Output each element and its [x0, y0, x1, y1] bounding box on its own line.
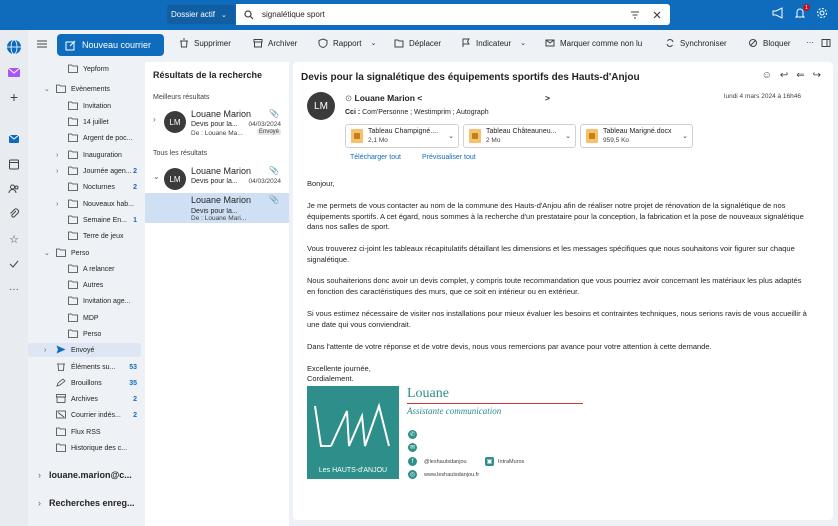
signature-logo — [307, 386, 399, 479]
app-rail — [0, 30, 28, 526]
social-handle[interactable]: @leshautsdanjou — [424, 459, 467, 465]
document-file-icon — [586, 129, 598, 143]
email-subject: Devis pour la signalétique des équipements sportifs des Hauts-d'Anjou — [301, 72, 640, 83]
lha-logo-graphic — [307, 386, 399, 456]
shield-icon — [318, 38, 328, 48]
unread-count: 35 — [129, 379, 137, 387]
attachment-icon: 📎 — [269, 109, 279, 118]
message-subject: Devis pour la... — [191, 178, 238, 185]
folder-icon — [56, 84, 66, 95]
delete-button[interactable] — [179, 38, 231, 48]
folder-icon — [68, 199, 78, 210]
chevron-down-icon[interactable]: ⌄ — [44, 250, 50, 257]
reply-all-icon[interactable]: ⇐ — [796, 70, 805, 81]
mail-icon — [8, 133, 20, 145]
folder-name: Autres — [83, 281, 104, 289]
search-input[interactable]: signalétique sport — [262, 10, 325, 19]
folder-item[interactable] — [28, 164, 141, 178]
block-label: Bloquer — [763, 38, 791, 48]
attachment-card[interactable] — [580, 124, 693, 148]
folder-item[interactable] — [28, 294, 141, 308]
folder-item[interactable] — [28, 327, 141, 341]
search-scope-label: Dossier actif — [171, 10, 216, 19]
search-box[interactable] — [236, 4, 670, 25]
rail-home[interactable] — [5, 38, 23, 56]
account-louane[interactable] — [38, 470, 132, 480]
folder-item[interactable] — [28, 343, 141, 357]
body-paragraph: Si vous estimez nécessaire de visiter nos installations pour mieux évaluer les besoins et contraintes techniques, nous serions ravis de vous accueillir à une date qui vous conviendrait. — [307, 309, 807, 329]
chevron-down-icon[interactable]: ⌄ — [153, 172, 160, 181]
message-date: 04/03/2024 — [248, 178, 281, 185]
chevron-down-icon[interactable]: ⌄ — [565, 133, 571, 140]
notifications-button[interactable] — [794, 4, 808, 21]
more-icon: ··· — [806, 38, 814, 47]
folder-name: Éléments su... — [71, 363, 116, 371]
checkmark-icon — [8, 258, 20, 270]
folder-icon — [68, 296, 78, 307]
rail-more[interactable] — [5, 280, 23, 298]
body-greeting: Bonjour, — [307, 179, 335, 188]
folder-name: Envoyé — [71, 346, 95, 354]
logo-caption: Les HAUTS-d'ANJOU — [318, 467, 388, 474]
folder-item[interactable] — [28, 278, 141, 292]
list-item[interactable] — [145, 107, 289, 137]
folder-item[interactable] — [28, 197, 141, 211]
top-bar — [0, 0, 838, 30]
move-button[interactable] — [394, 38, 441, 48]
envelope-icon — [545, 38, 555, 48]
rail-add[interactable] — [5, 88, 23, 106]
message-subject: Devis pour la... — [191, 208, 238, 215]
rail-favorites[interactable] — [5, 230, 23, 248]
flag-label: Indicateur — [476, 38, 512, 48]
folder-name: A relancer — [83, 265, 115, 273]
folder-item[interactable] — [28, 376, 141, 390]
folder-name: Perso — [71, 249, 90, 257]
folder-item[interactable] — [28, 246, 141, 260]
new-mail-label: Nouveau courrier — [82, 40, 152, 50]
body-signoff: Cordialement. — [307, 374, 354, 383]
folder-name: Inauguration — [83, 151, 122, 159]
unread-count: 2 — [133, 395, 137, 403]
folder-item[interactable] — [28, 360, 141, 374]
folder-item[interactable] — [28, 131, 141, 145]
folder-name: Nocturnes — [83, 183, 115, 191]
chevron-right-icon[interactable]: › — [44, 346, 47, 354]
attachment-card[interactable] — [463, 124, 576, 148]
rail-calendar[interactable] — [5, 155, 23, 173]
list-title: Résultats de la recherche — [153, 70, 263, 80]
new-mail-button[interactable] — [57, 34, 164, 56]
flag-icon — [461, 38, 471, 48]
website-link[interactable]: www.leshautsdanjou.fr — [424, 472, 480, 478]
junk-mail-icon — [56, 410, 66, 421]
folder-icon — [68, 215, 78, 226]
attachment-name: Tableau Champigné.... — [368, 128, 439, 135]
attachment-icon: 📎 — [269, 195, 279, 204]
folder-icon — [68, 150, 78, 161]
folder-name: Historique des c... — [71, 444, 128, 452]
preview-all-link[interactable]: Prévisualiser tout — [422, 154, 476, 161]
trash-icon — [179, 38, 189, 48]
archive-icon — [253, 38, 263, 48]
unread-count: 53 — [129, 363, 137, 371]
signature-role: Assistante communication — [407, 406, 502, 416]
folder-name: Argent de poc... — [83, 134, 133, 142]
message-sender: Louane Marion — [191, 109, 252, 119]
avatar: LM — [164, 111, 186, 133]
emoji-react-icon[interactable]: ☺ — [761, 70, 772, 81]
folder-icon — [68, 133, 78, 144]
message-subject: Devis pour la... — [191, 121, 238, 128]
folder-item[interactable] — [28, 62, 141, 76]
folder-item[interactable] — [28, 425, 141, 439]
unread-count: 1 — [133, 216, 137, 224]
intramuros-label[interactable]: IntraMuros — [498, 459, 525, 465]
message-sender: Louane Marion — [191, 166, 252, 176]
folder-icon — [68, 64, 78, 75]
delete-label: Supprimer — [194, 38, 231, 48]
attachment-size: 959,5 Ko — [603, 137, 630, 144]
outlook-icon — [7, 65, 21, 79]
folder-name: MDP — [83, 314, 99, 322]
folder-icon — [68, 117, 78, 128]
folder-name: Semaine En... — [83, 216, 127, 224]
chevron-down-icon: ⌄ — [370, 40, 377, 47]
plus-icon: + — [9, 89, 19, 105]
attachment-name: Tableau Châteauneu... — [486, 128, 557, 135]
list-item-selected[interactable] — [145, 193, 289, 223]
folder-name: 14 juillet — [83, 118, 109, 126]
folder-icon — [68, 231, 78, 242]
reading-pane — [293, 62, 833, 520]
settings-gear-icon[interactable] — [816, 7, 828, 19]
folder-item[interactable] — [28, 441, 141, 455]
folder-icon — [68, 166, 78, 177]
archive-icon — [56, 394, 66, 405]
chevron-right-icon[interactable]: › — [56, 200, 59, 208]
sync-label: Synchroniser — [680, 38, 727, 48]
block-icon — [748, 38, 758, 48]
report-button[interactable] — [318, 38, 376, 48]
hamburger-menu-icon[interactable] — [36, 38, 48, 50]
list-item[interactable] — [145, 164, 289, 194]
folder-name: Flux RSS — [71, 428, 101, 436]
megaphone-icon[interactable] — [772, 7, 784, 19]
folder-icon — [56, 443, 66, 454]
forward-icon[interactable]: ↪ — [812, 70, 821, 81]
folder-pane — [28, 62, 144, 526]
chevron-down-icon: ⌄ — [520, 40, 527, 47]
folder-icon — [68, 264, 78, 275]
body-paragraph: Dans l'attente de votre réponse et de votre devis, nous vous remercions par avance pour votre attention à cette demande. — [307, 342, 712, 351]
globe-icon — [6, 39, 22, 55]
unread-count: 2 — [133, 183, 137, 191]
search-scope-dropdown[interactable] — [167, 5, 235, 24]
toggle-pane-button[interactable] — [821, 38, 831, 48]
chevron-down-icon[interactable]: ⌄ — [682, 133, 688, 140]
avatar: LM — [164, 168, 186, 190]
mark-unread-button[interactable] — [545, 38, 642, 48]
saved-searches-label: Recherches enreg... — [49, 498, 135, 508]
excel-file-icon — [469, 129, 481, 143]
folder-item[interactable] — [28, 82, 141, 96]
message-preview: De : Louane Ma... — [191, 130, 243, 137]
body-closing: Excellente journée, — [307, 364, 371, 373]
folder-name: Courrier indés... — [71, 411, 121, 419]
attachment-size: 2,1 Mo — [368, 137, 388, 144]
trash-icon — [56, 362, 66, 373]
folder-item[interactable] — [28, 311, 141, 325]
folder-icon — [68, 280, 78, 291]
folder-name: Terre de jeux — [83, 232, 124, 240]
folder-item[interactable] — [28, 408, 141, 422]
message-date: 04/03/2024 — [248, 121, 281, 128]
folder-name: Yepform — [83, 65, 109, 73]
chevron-right-icon[interactable]: › — [153, 115, 156, 124]
star-icon: ☆ — [9, 233, 19, 246]
more-actions-button[interactable] — [806, 38, 814, 47]
move-folder-icon — [394, 38, 404, 48]
folder-icon — [68, 313, 78, 324]
website-icon: ◎ — [409, 472, 416, 478]
facebook-icon[interactable]: f — [408, 457, 417, 466]
folder-icon — [68, 101, 78, 112]
bcc-label: Cci : — [345, 109, 361, 116]
sync-button[interactable] — [665, 38, 727, 48]
folder-name: Brouillons — [71, 379, 102, 387]
download-all-link[interactable]: Télécharger tout — [350, 154, 401, 161]
chevron-down-icon[interactable]: ⌄ — [448, 133, 454, 140]
more-icon: ··· — [9, 283, 19, 295]
sender-avatar: LM — [307, 92, 335, 120]
rail-people[interactable] — [5, 180, 23, 198]
signature-name: Louane — [407, 386, 449, 401]
email-date: lundi 4 mars 2024 à 16h46 — [724, 93, 801, 100]
phone-icon: ✆ — [409, 432, 416, 438]
folder-item[interactable] — [28, 99, 141, 113]
chevron-right-icon: › — [38, 498, 41, 508]
rail-files[interactable] — [5, 205, 23, 223]
best-results-heading: Meilleurs résultats — [153, 94, 210, 101]
sender-email-end: > — [545, 93, 550, 103]
unread-count: 2 — [133, 411, 137, 419]
folder-icon — [56, 248, 66, 259]
sender-line[interactable] — [345, 93, 550, 104]
folder-item[interactable] — [28, 262, 141, 276]
signature-divider — [407, 403, 583, 404]
archive-button[interactable] — [253, 38, 297, 48]
sync-icon — [665, 38, 675, 48]
attachment-card[interactable] — [345, 124, 459, 148]
archive-label: Archiver — [268, 38, 298, 48]
folder-name: Nouveaux hab... — [83, 200, 134, 208]
folder-name: Invitation age... — [83, 297, 131, 305]
chevron-right-icon[interactable]: › — [56, 167, 59, 175]
unread-count: 2 — [133, 167, 137, 175]
all-results-heading: Tous les résultats — [153, 150, 208, 157]
body-paragraph: Je me permets de vous contacter au nom de la commune des Hauts-d'Anjou afin de réaliser notre projet de rénovation de la signalétique de nos équipements sportifs. A cet égard, nous sommes à la recherche d'un prestataire pour la conception, la fabrication et la pose de nouveaux signalétique dans nos salles de sport. — [307, 201, 804, 231]
folder-name: Invitation — [83, 102, 112, 110]
intramuros-icon[interactable]: ▣ — [486, 459, 493, 465]
message-list — [145, 62, 289, 526]
reply-icon[interactable]: ↩ — [779, 70, 789, 81]
body-paragraph: Vous trouverez ci-joint les tableaux récapitulatifs détaillant les dimensions et les messages spécifiques que nous souhaitons voir figurer sur chaque signalétique. — [307, 244, 795, 264]
chevron-down-icon[interactable]: ⌄ — [44, 86, 50, 93]
sent-icon: ⊙ — [345, 93, 353, 103]
folder-tag: Envoyé — [258, 129, 279, 135]
chevron-down-icon: ⌄ — [221, 11, 227, 19]
attachment-size: 2 Mo — [486, 137, 501, 144]
compose-icon — [65, 40, 76, 51]
people-icon — [8, 183, 20, 195]
folder-name: Journée agen... — [83, 167, 132, 175]
sidebar-toggle-icon — [821, 38, 831, 48]
flag-button[interactable] — [461, 38, 526, 48]
notification-badge: 1 — [803, 4, 810, 11]
send-icon — [56, 345, 66, 356]
folder-item[interactable] — [28, 229, 141, 243]
bcc-recipients[interactable]: Com'Personne ; Westimprim ; Autograph — [362, 109, 489, 116]
calendar-icon — [8, 158, 20, 170]
email-icon: ✉ — [409, 445, 416, 451]
excel-file-icon — [351, 129, 363, 143]
message-sender: Louane Marion — [191, 195, 252, 205]
folder-item[interactable] — [28, 213, 141, 227]
attachment-icon: 📎 — [269, 166, 279, 175]
filter-icon[interactable] — [630, 10, 640, 20]
folder-name: Perso — [83, 330, 102, 338]
rail-mail[interactable] — [5, 130, 23, 148]
bcc-line — [345, 109, 489, 116]
folder-item[interactable] — [28, 115, 141, 129]
block-button[interactable] — [748, 38, 791, 48]
report-label: Rapport — [333, 38, 362, 48]
folder-item[interactable] — [28, 180, 141, 194]
folder-name: Evènements — [71, 85, 110, 93]
chevron-right-icon[interactable]: › — [56, 151, 59, 159]
pencil-icon — [56, 378, 66, 389]
folder-item[interactable] — [28, 392, 141, 406]
rail-outlook[interactable] — [5, 63, 23, 81]
sender-name: Louane Marion < — [354, 93, 423, 103]
saved-searches[interactable] — [38, 498, 135, 508]
clear-search-icon[interactable] — [652, 10, 662, 20]
move-label: Déplacer — [409, 38, 442, 48]
folder-icon — [68, 329, 78, 340]
mark-unread-label: Marquer comme non lu — [560, 38, 643, 48]
folder-icon — [56, 427, 66, 438]
body-paragraph: Nous souhaiterions donc avoir un devis complet, y compris toute recommandation que vous pourriez avoir concernant les matériaux les plus adaptés en fonction des caractéristiques des murs, que ce soit en intérieur ou en extérieur. — [307, 276, 802, 296]
folder-name: Archives — [71, 395, 98, 403]
rail-todo[interactable] — [5, 255, 23, 273]
paperclip-icon — [8, 208, 20, 220]
folder-item[interactable] — [28, 148, 141, 162]
account-name: louane.marion@c... — [49, 470, 132, 480]
attachment-name: Tableau Marigné.docx — [603, 128, 672, 135]
search-icon — [244, 10, 254, 20]
folder-icon — [68, 182, 78, 193]
chevron-right-icon: › — [38, 470, 41, 480]
message-preview: De : Louane Mari... — [191, 215, 247, 222]
